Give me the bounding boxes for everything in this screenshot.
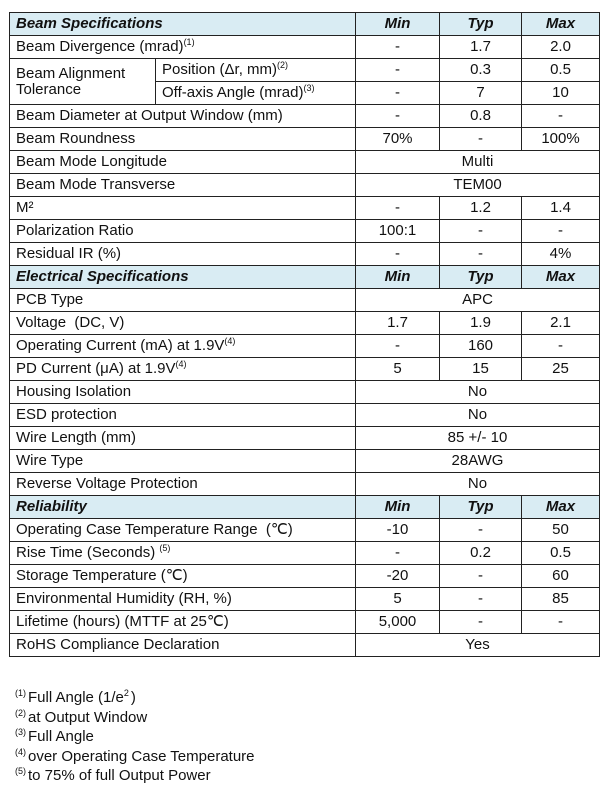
footnote-ref: (4) bbox=[224, 336, 236, 346]
row-label: Operating Current (mA) at $1.9V^{(4)}$ bbox=[10, 335, 356, 358]
footnotes bbox=[15, 688, 255, 786]
col-max-header: Max bbox=[522, 496, 600, 519]
row-label: PD Current (μA) at $1.9V^{(4)}$ bbox=[10, 358, 356, 381]
section-title: Reliability bbox=[10, 496, 356, 519]
merged-value: No bbox=[356, 473, 600, 496]
min-value: - bbox=[356, 542, 440, 565]
row-label: Beam Divergence (mrad)$^{(1)}$ bbox=[10, 36, 356, 59]
min-value: - bbox=[356, 36, 440, 59]
col-min-header: Min bbox=[356, 496, 440, 519]
row-label: Voltage (DC, V) bbox=[10, 312, 356, 335]
table-row bbox=[10, 358, 600, 381]
row-label: Beam Diameter at Output Window (mm) bbox=[10, 105, 356, 128]
max-value: 0.5 bbox=[522, 59, 600, 82]
table-row bbox=[10, 611, 600, 634]
footnote-ref: (5) bbox=[159, 543, 171, 553]
max-value: 50 bbox=[522, 519, 600, 542]
row-label: RoHS Compliance Declaration bbox=[10, 634, 356, 657]
table-row bbox=[10, 519, 600, 542]
typ-value: 160 bbox=[440, 335, 522, 358]
section-header-electrical bbox=[10, 266, 600, 289]
min-value: 5 bbox=[356, 588, 440, 611]
col-max-header: Max bbox=[522, 13, 600, 36]
table-row bbox=[10, 634, 600, 657]
footnote: $^{(1)}$ Full Angle ($1/e^2$ ) bbox=[15, 688, 136, 706]
typ-value: 15 bbox=[440, 358, 522, 381]
table-row bbox=[10, 427, 600, 450]
typ-value: 0.8 bbox=[440, 105, 522, 128]
table-row bbox=[10, 243, 600, 266]
footnote-mark: (2) bbox=[15, 707, 26, 718]
table-row bbox=[10, 128, 600, 151]
min-value: - bbox=[356, 243, 440, 266]
max-value: 25 bbox=[522, 358, 600, 381]
row-label: Polarization Ratio bbox=[10, 220, 356, 243]
col-max-header: Max bbox=[522, 266, 600, 289]
max-value: 100% bbox=[522, 128, 600, 151]
col-typ-header: Typ bbox=[440, 13, 522, 36]
section-header-beam bbox=[10, 13, 600, 36]
typ-value: - bbox=[440, 519, 522, 542]
table-row bbox=[10, 174, 600, 197]
spec-table bbox=[9, 12, 600, 657]
footnote: $^{(5)}$ to 75% of full Output Power bbox=[15, 766, 211, 784]
typ-value: - bbox=[440, 220, 522, 243]
footnote: $^{(2)}$ at Output Window bbox=[15, 707, 148, 726]
merged-value: Multi bbox=[356, 151, 600, 174]
min-value: 1.7 bbox=[356, 312, 440, 335]
row-label: Beam Mode Longitude bbox=[10, 151, 356, 174]
section-title: Electrical Specifications bbox=[10, 266, 356, 289]
table-row bbox=[10, 312, 600, 335]
max-value: 60 bbox=[522, 565, 600, 588]
min-value: 70% bbox=[356, 128, 440, 151]
table-row bbox=[10, 473, 600, 496]
row-label: Operating Case Temperature Range (℃) bbox=[10, 519, 356, 542]
footnote-ref: (4) bbox=[175, 359, 187, 369]
max-value: 0.5 bbox=[522, 542, 600, 565]
min-value: 100:1 bbox=[356, 220, 440, 243]
max-value: 1.4 bbox=[522, 197, 600, 220]
max-value: - bbox=[522, 335, 600, 358]
merged-value: TEM00 bbox=[356, 174, 600, 197]
row-label: Beam Roundness bbox=[10, 128, 356, 151]
row-group-label: Beam Alignment Tolerance bbox=[10, 59, 156, 105]
table-row bbox=[10, 450, 600, 473]
footnote: $^{(3)}$ Full Angle bbox=[15, 727, 94, 745]
footnote-ref: (3) bbox=[303, 83, 315, 93]
merged-value: 28AWG bbox=[356, 450, 600, 473]
merged-value: 85 +/- 10 bbox=[356, 427, 600, 450]
table-row bbox=[10, 404, 600, 427]
row-label: Residual IR (%) bbox=[10, 243, 356, 266]
col-typ-header: Typ bbox=[440, 266, 522, 289]
table-row bbox=[10, 151, 600, 174]
typ-value: 7 bbox=[440, 82, 522, 105]
section-title: Beam Specifications bbox=[10, 13, 356, 36]
table-row bbox=[10, 289, 600, 312]
footnote: $^{(4)}$ over Operating Case Temperature bbox=[15, 746, 255, 765]
row-label: Housing Isolation bbox=[10, 381, 356, 404]
section-header-reliability bbox=[10, 496, 600, 519]
max-value: - bbox=[522, 220, 600, 243]
col-min-header: Min bbox=[356, 13, 440, 36]
table-row bbox=[10, 105, 600, 128]
merged-value: No bbox=[356, 404, 600, 427]
row-label: Reverse Voltage Protection bbox=[10, 473, 356, 496]
max-value: 4% bbox=[522, 243, 600, 266]
min-value: -20 bbox=[356, 565, 440, 588]
footnote-mark: (1) bbox=[15, 688, 26, 698]
max-value: 2.1 bbox=[522, 312, 600, 335]
typ-value: 0.3 bbox=[440, 59, 522, 82]
typ-value: 1.9 bbox=[440, 312, 522, 335]
typ-value: 1.2 bbox=[440, 197, 522, 220]
typ-value: - bbox=[440, 243, 522, 266]
typ-value: - bbox=[440, 128, 522, 151]
row-label: Lifetime (hours) (MTTF at 25℃) bbox=[10, 611, 356, 634]
min-value: - bbox=[356, 335, 440, 358]
row-label: Off-axis Angle (mrad)$^{(3)}$ bbox=[156, 82, 356, 105]
max-value: - bbox=[522, 611, 600, 634]
row-label: M² bbox=[10, 197, 356, 220]
table-row bbox=[10, 565, 600, 588]
max-value: 85 bbox=[522, 588, 600, 611]
row-label: Storage Temperature (℃) bbox=[10, 565, 356, 588]
table-row bbox=[10, 381, 600, 404]
table-row bbox=[10, 59, 600, 82]
merged-value: Yes bbox=[356, 634, 600, 657]
table-row bbox=[10, 197, 600, 220]
max-value: - bbox=[522, 105, 600, 128]
min-value: - bbox=[356, 197, 440, 220]
row-label: Wire Length (mm) bbox=[10, 427, 356, 450]
row-label: Beam Mode Transverse bbox=[10, 174, 356, 197]
typ-value: 1.7 bbox=[440, 36, 522, 59]
max-value: 10 bbox=[522, 82, 600, 105]
typ-value: - bbox=[440, 565, 522, 588]
footnote-mark: (4) bbox=[15, 746, 26, 757]
table-row bbox=[10, 36, 600, 59]
footnote-exponent: 2 bbox=[123, 688, 129, 698]
footnote-ref: (2) bbox=[277, 60, 289, 70]
table-row bbox=[10, 220, 600, 243]
col-typ-header: Typ bbox=[440, 496, 522, 519]
typ-value: - bbox=[440, 611, 522, 634]
footnote-ref: (1) bbox=[183, 37, 195, 47]
table-row bbox=[10, 335, 600, 358]
row-label: Rise Time (Seconds) $^{(5)}$ bbox=[10, 542, 356, 565]
min-value: 5,000 bbox=[356, 611, 440, 634]
row-label: Environmental Humidity (RH, %) bbox=[10, 588, 356, 611]
min-value: - bbox=[356, 82, 440, 105]
row-label: Wire Type bbox=[10, 450, 356, 473]
row-label: ESD protection bbox=[10, 404, 356, 427]
row-label: Position (Δr, mm)$^{(2)}$ bbox=[156, 59, 356, 82]
min-value: 5 bbox=[356, 358, 440, 381]
row-label: PCB Type bbox=[10, 289, 356, 312]
min-value: -10 bbox=[356, 519, 440, 542]
typ-value: - bbox=[440, 588, 522, 611]
merged-value: No bbox=[356, 381, 600, 404]
footnote-mark: (3) bbox=[15, 727, 26, 737]
min-value: - bbox=[356, 105, 440, 128]
table-row bbox=[10, 588, 600, 611]
footnote-mark: (5) bbox=[15, 766, 26, 776]
min-value: - bbox=[356, 59, 440, 82]
typ-value: 0.2 bbox=[440, 542, 522, 565]
max-value: 2.0 bbox=[522, 36, 600, 59]
merged-value: APC bbox=[356, 289, 600, 312]
col-min-header: Min bbox=[356, 266, 440, 289]
table-row bbox=[10, 542, 600, 565]
